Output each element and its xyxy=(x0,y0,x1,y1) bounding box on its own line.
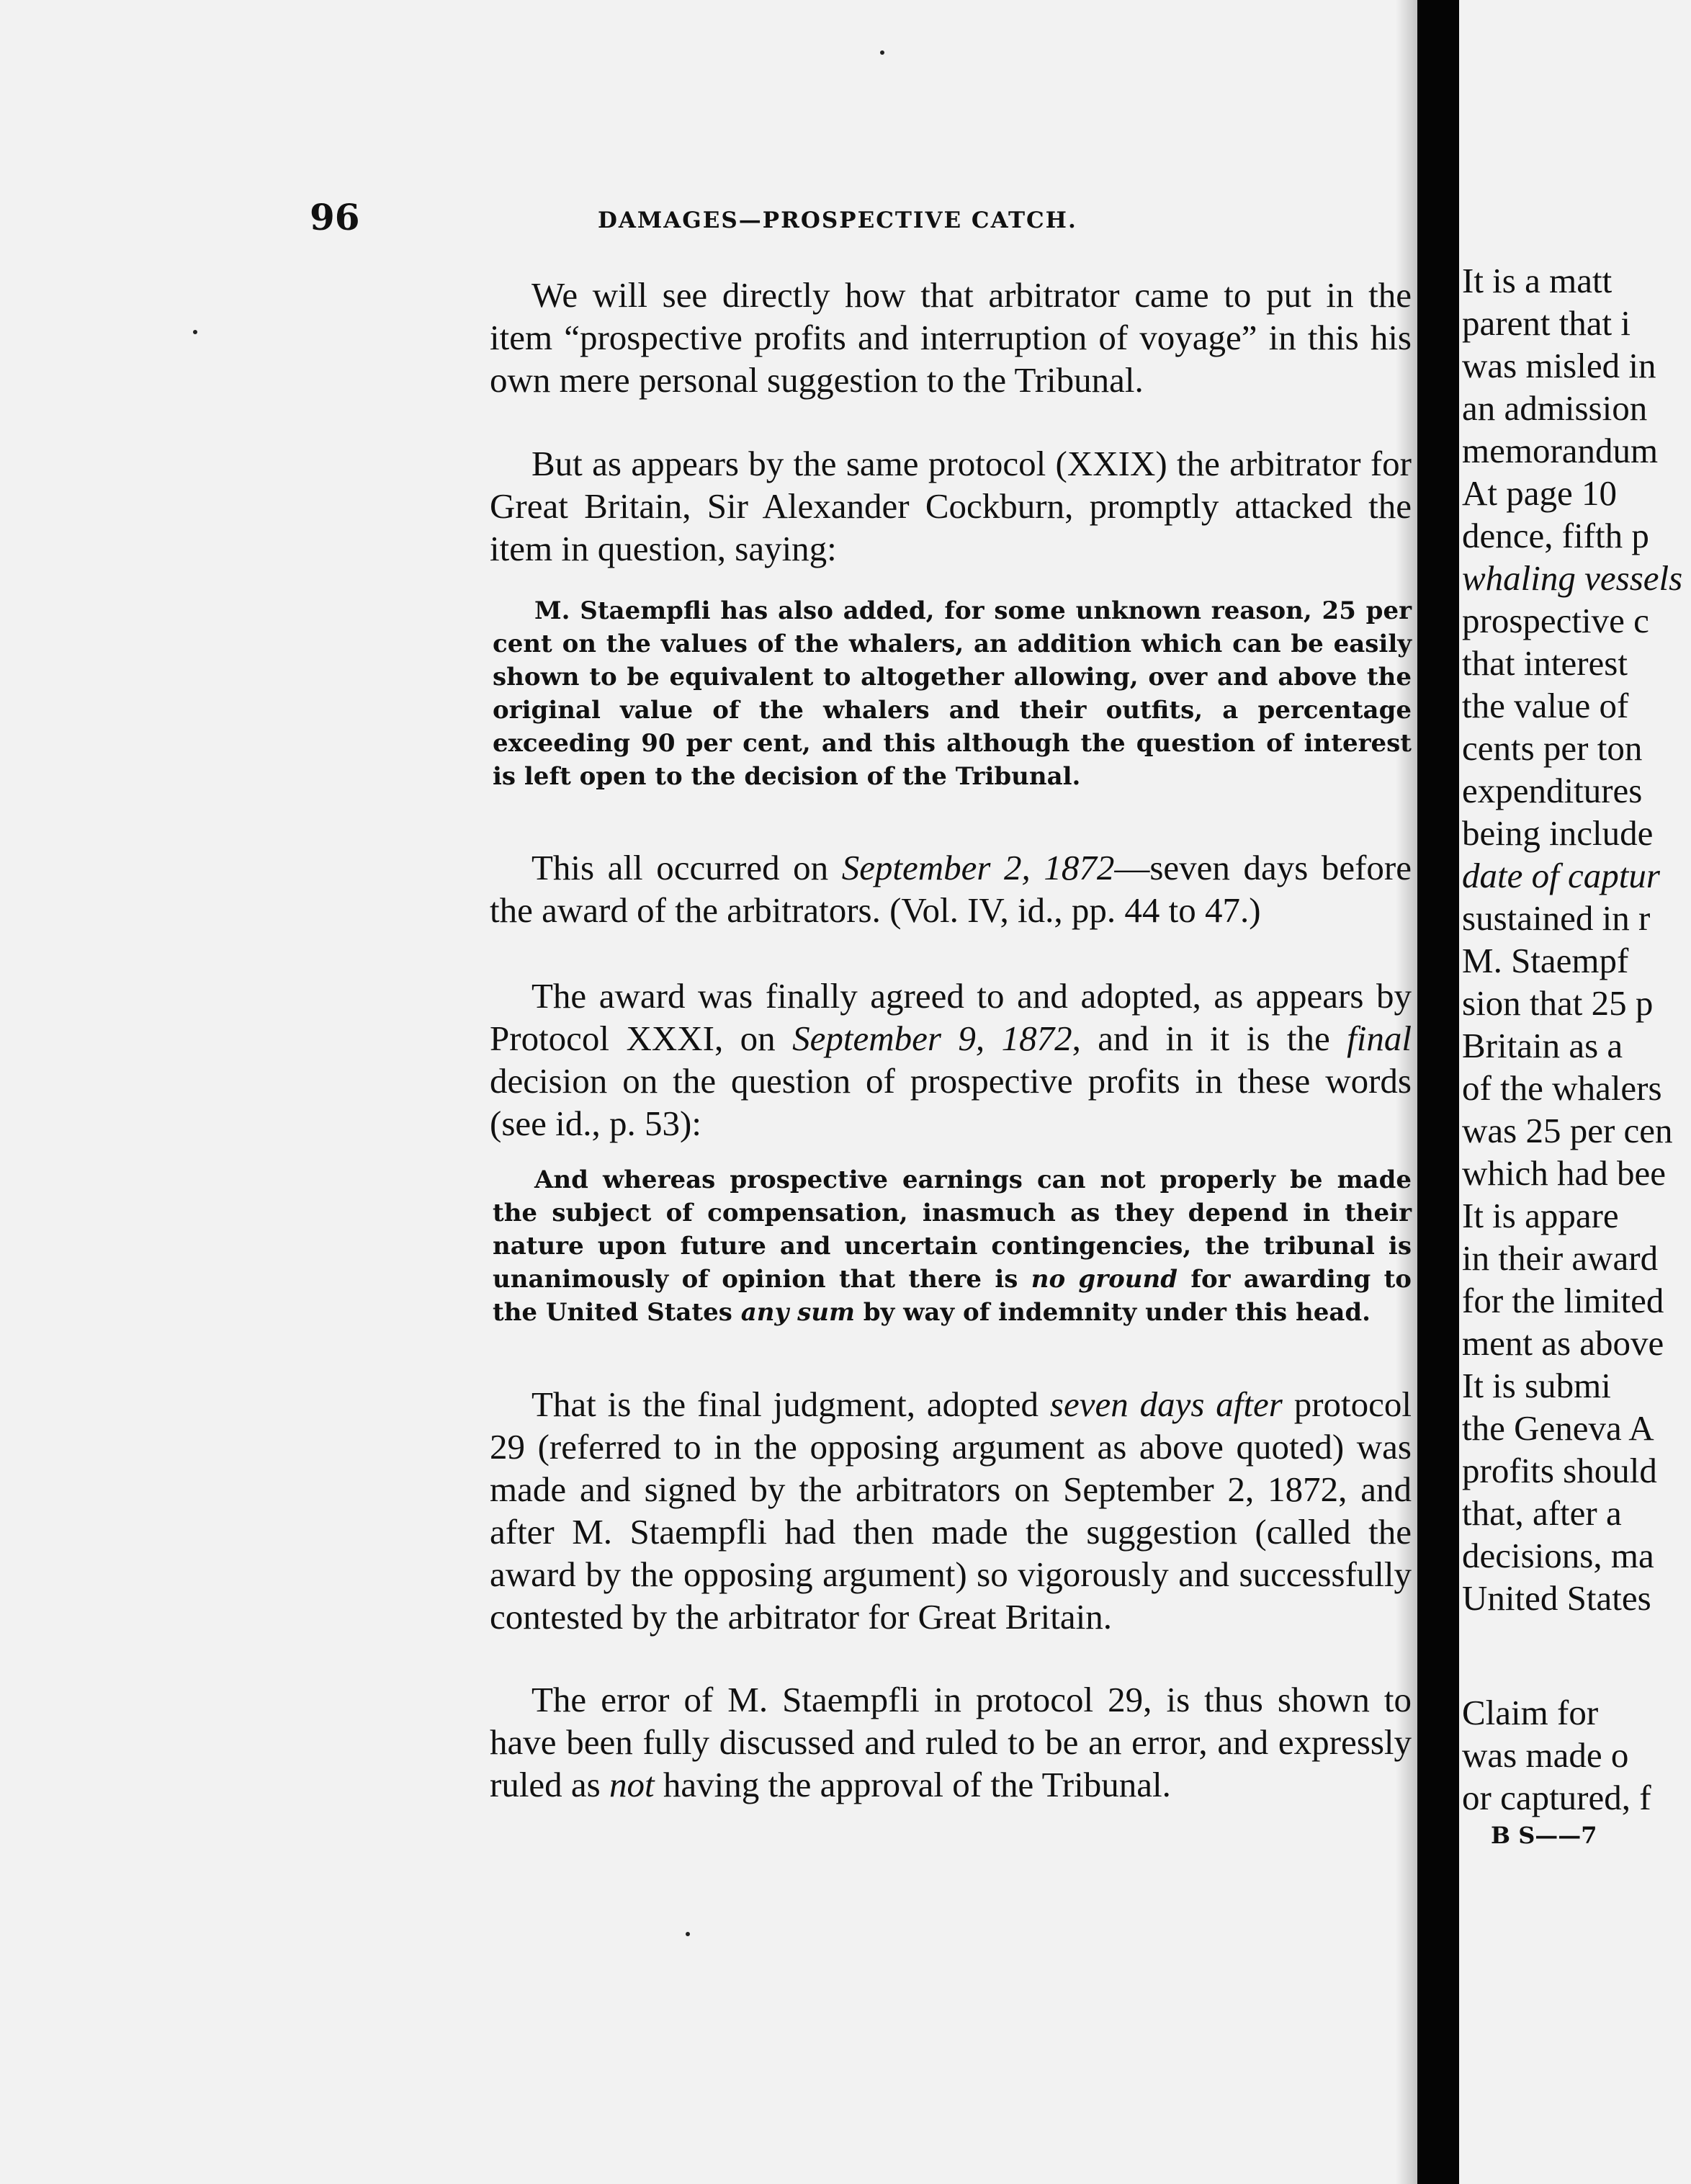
facing-page-line: memorandum xyxy=(1462,431,1659,470)
facing-page-fragment xyxy=(1462,259,1691,2132)
paragraph-4-text-a: The award was finally agreed to and adopted, as appears by Protocol XXXI, on xyxy=(490,976,1412,1058)
paragraph-4 xyxy=(490,975,1412,1145)
paragraph-6-text-a: The error of M. Staempfli in protocol 29, is thus shown to have been fully discussed and ruled to be an error, and expressly ruled as xyxy=(490,1680,1412,1804)
page-gutter xyxy=(1417,0,1459,2184)
facing-page-line: the value of xyxy=(1462,686,1629,725)
facing-page-line: sustained in r xyxy=(1462,898,1651,938)
facing-page-line: parent that i xyxy=(1462,303,1631,343)
scan-speck xyxy=(880,50,884,55)
block-quote-2-any-sum: any sum xyxy=(740,1298,855,1327)
running-head xyxy=(310,196,1404,246)
block-quote-2 xyxy=(493,1163,1412,1329)
paragraph-6 xyxy=(490,1678,1412,1806)
facing-page-line: whaling vessels xyxy=(1462,558,1683,598)
facing-page-line: which had bee xyxy=(1462,1153,1666,1193)
facing-page-line: M. Staempf xyxy=(1462,941,1629,980)
paragraph-1: We will see directly how that arbitrator came to put in the item “prospective profits and interruption of voyage” in this his own mere personal suggestion to the Tribunal. xyxy=(490,275,1412,400)
paragraph-3-text-a: This all occurred on xyxy=(531,848,842,887)
facing-page-line: Claim for xyxy=(1462,1693,1599,1732)
paragraph-4-date: September 9, 1872 xyxy=(792,1019,1072,1058)
block-quote-1: M. Staempfli has also added, for some unknown reason, 25 per cent on the values of the whalers, an addition which can be easily shown to be equivalent to altogether allowing, over and above the original value of the whalers and their outfits, a percentage exceeding 90 per cent, and this although the question of interest is left open to the decision of the Tribunal. xyxy=(493,596,1412,791)
facing-page-line: for the limited xyxy=(1462,1281,1664,1320)
facing-page-line: ment as above xyxy=(1462,1323,1664,1363)
facing-page-line: It is appare xyxy=(1462,1196,1619,1235)
facing-page-line: profits should xyxy=(1462,1451,1657,1490)
paragraph-5-seven-days: seven days after xyxy=(1049,1384,1283,1424)
page-title: DAMAGES—PROSPECTIVE CATCH. xyxy=(598,207,1077,233)
facing-page-line: United States xyxy=(1462,1578,1651,1618)
facing-page-line: the Geneva A xyxy=(1462,1408,1654,1448)
block-quote-2-no-ground: no ground xyxy=(1031,1265,1178,1294)
paragraph-5 xyxy=(490,1383,1412,1638)
block-quote-2-text-a: And whereas prospective earnings can not properly be made the subject of compensation, inasmuch as they depend in their nature upon future and uncertain contingencies, the tribunal is unanimously of opinion that there is xyxy=(493,1165,1412,1294)
facing-page-line: Britain as a xyxy=(1462,1026,1623,1065)
facing-page-line: date of captur xyxy=(1462,856,1660,895)
facing-page-line: dence, fifth p xyxy=(1462,516,1649,555)
paragraph-2: But as appears by the same protocol (XXIX) the arbitrator for Great Britain, Sir Alexander Cockburn, promptly attacked the item in question, saying: xyxy=(490,444,1412,568)
facing-page-line: B S——7 xyxy=(1491,1822,1597,1849)
paragraph-4-text-b: , and in it is the xyxy=(1072,1019,1347,1058)
facing-page-line: was misled in xyxy=(1462,346,1656,385)
facing-page-line: prospective c xyxy=(1462,601,1649,640)
facing-page-line: decisions, ma xyxy=(1462,1536,1654,1575)
page-number: 96 xyxy=(310,196,360,238)
paragraph-3-text-b: —seven days before the award of the arbitrators. (Vol. IV, id., pp. 44 to 47.) xyxy=(490,848,1412,930)
facing-page-line: in their award xyxy=(1462,1238,1659,1278)
paragraph-6-not: not xyxy=(609,1765,655,1804)
paragraph-6-text-b: having the approval of the Tribunal. xyxy=(654,1765,1171,1804)
facing-page-line: an admission xyxy=(1462,388,1648,428)
facing-page-line: being include xyxy=(1462,813,1654,853)
facing-page-line: that interest xyxy=(1462,643,1628,683)
facing-page-line: was 25 per cen xyxy=(1462,1111,1673,1150)
facing-page-line: It is submi xyxy=(1462,1366,1611,1405)
scan-speck xyxy=(686,1932,690,1936)
paragraph-3 xyxy=(490,846,1412,931)
paragraph-5-text-a: That is the final judgment, adopted xyxy=(531,1384,1050,1424)
facing-page-line: or captured, f xyxy=(1462,1778,1651,1817)
block-quote-2-text-b: for awarding to the United States xyxy=(493,1265,1412,1327)
facing-page-line: cents per ton xyxy=(1462,728,1643,768)
paragraph-5-text-b: protocol 29 (referred to in the opposing argument as above quoted) was made and signed by the arbitrators on September 2, 1872, and after M. Staempfli had then made the suggestion (called the award by the opposing argument) so vigorously and successfully contested by the arbitrator for Great Britain. xyxy=(490,1384,1412,1637)
facing-page-line: was made o xyxy=(1462,1735,1629,1775)
facing-page-line: expenditures xyxy=(1462,771,1643,810)
paragraph-4-final: final xyxy=(1347,1019,1412,1058)
scan-margin xyxy=(0,0,59,2184)
facing-page-line: At page 10 xyxy=(1462,473,1617,513)
facing-page-line: that, after a xyxy=(1462,1493,1622,1533)
facing-page-line: It is a matt xyxy=(1462,261,1612,300)
scan-speck xyxy=(193,330,197,334)
facing-page-line: sion that 25 p xyxy=(1462,983,1654,1023)
facing-page-line: of the whalers xyxy=(1462,1068,1662,1108)
paragraph-3-date: September 2, 1872 xyxy=(841,848,1115,887)
paragraph-4-text-c: decision on the question of prospective profits in these words (see id., p. 53): xyxy=(490,1061,1412,1143)
block-quote-2-text-c: by way of indemnity under this head. xyxy=(854,1298,1371,1327)
